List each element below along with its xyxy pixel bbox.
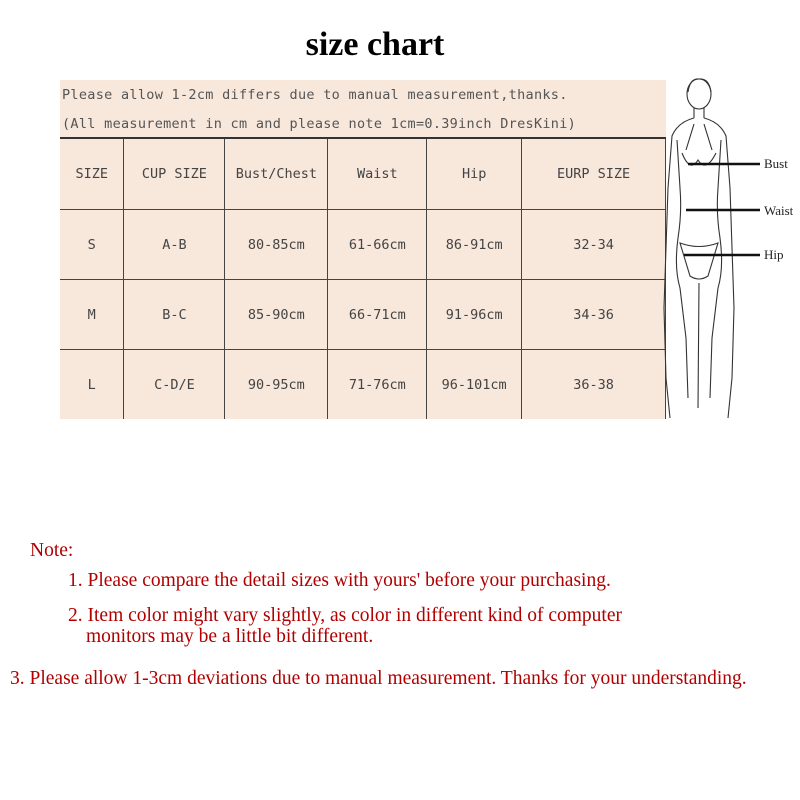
table-row [60,350,666,420]
cell-bust: 80-85cm [225,210,328,280]
cell-waist: 71-76cm [328,350,427,420]
unit-note: (All measurement in cm and please note 1cm=0.39inch DresKini) [62,116,577,132]
header-bust: Bust/Chest [225,138,328,210]
size-chart-panel [60,80,666,419]
cell-bust: 90-95cm [225,350,328,420]
cell-eurp-size: 36-38 [522,350,666,420]
measurement-note: Please allow 1-2cm differs due to manual measurement,thanks. [62,87,568,103]
header-waist: Waist [328,138,427,210]
bikini-bottom-outline [680,243,718,279]
cell-size: M [60,280,124,350]
note-item-3: 3. Please allow 1-3cm deviations due to manual measurement. Thanks for your understanding. [10,668,747,689]
table-header-row [60,138,666,210]
cell-hip: 91-96cm [427,280,522,350]
note-heading: Note: [30,540,74,561]
hip-label: Hip [764,247,784,262]
cell-waist: 66-71cm [328,280,427,350]
cell-cup-size: B-C [124,280,225,350]
cell-eurp-size: 32-34 [522,210,666,280]
cell-size: S [60,210,124,280]
hair-outline [688,79,711,92]
cell-cup-size: A-B [124,210,225,280]
note-item-1: 1. Please compare the detail sizes with yours' before your purchasing. [68,570,611,591]
right-torso-outline [710,140,722,398]
size-table [60,137,666,419]
header-eurp-size: EURP SIZE [522,138,666,210]
table-row [60,210,666,280]
cell-size: L [60,350,124,420]
note-item-2: 2. Item color might vary slightly, as color in different kind of computer [68,605,622,626]
cell-waist: 61-66cm [328,210,427,280]
body-measurement-figure [660,78,800,423]
waist-label: Waist [764,203,794,218]
header-hip: Hip [427,138,522,210]
note-item-2-cont: monitors may be a little bit different. [86,626,374,647]
cell-eurp-size: 34-36 [522,280,666,350]
cell-hip: 96-101cm [427,350,522,420]
left-torso-outline [676,140,688,398]
bust-label: Bust [764,156,788,171]
cell-bust: 85-90cm [225,280,328,350]
table-row [60,280,666,350]
cell-hip: 86-91cm [427,210,522,280]
cell-cup-size: C-D/E [124,350,225,420]
header-cup-size: CUP SIZE [124,138,225,210]
header-size: SIZE [60,138,124,210]
bikini-straps [686,124,712,150]
legs-divider [698,283,699,408]
page-title: size chart [305,26,445,63]
